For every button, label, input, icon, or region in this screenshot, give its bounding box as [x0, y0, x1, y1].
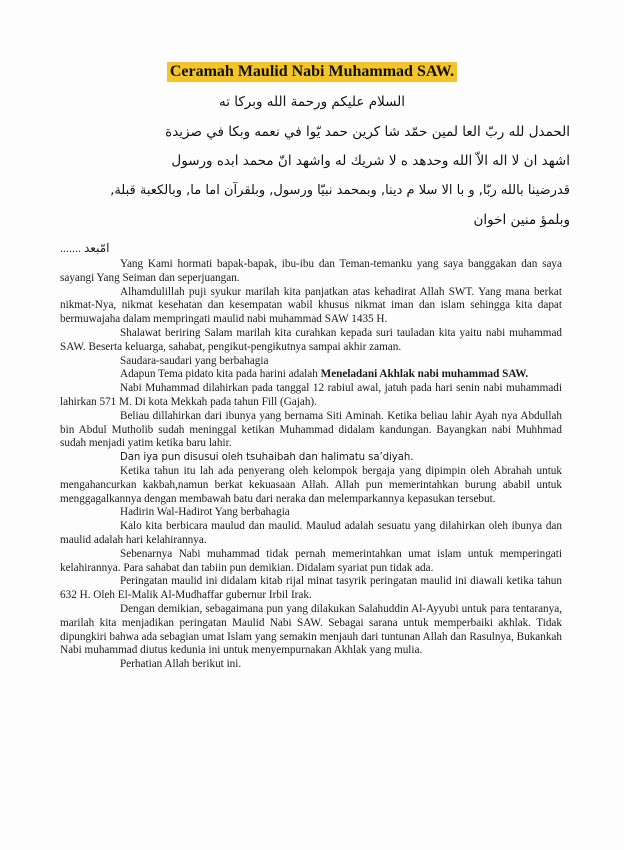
theme-title: Meneladani Akhlak nabi muhammad SAW.	[320, 368, 529, 381]
arabic-radhina: قدرضينا بالله ربّا, و با الا سلا م دينا, وبمحمد نبيّا ورسول, وبلقرآن اما ما, وبالكعبة قبلة,	[110, 183, 570, 198]
paragraph: Dan iya pun disusui oleh tsuhaibah dan halimatu sa’diyah.	[120, 452, 414, 464]
paragraph: Saudara-saudari yang berbahagia	[120, 354, 269, 367]
amma-badu	[60, 241, 109, 256]
arabic-salam: السلام عليكم ورحمة الله وبركا ته	[218, 94, 406, 110]
arabic-mukminin: وبلمؤ منين اخوان	[473, 212, 570, 228]
paragraph: Sebenarnya Nabi muhammad tidak pernah memerintahkan umat islam untuk memperingati kelahirannya. Para sahabat dan tabiin pun demikian. Didalam syariat pun tidak ada.	[60, 547, 562, 574]
paragraph: Nabi Muhammad dilahirkan pada tanggal 12 rabiul awal, jatuh pada hari senin nabi muhammadi lahirkan 571 M. Di kota Mekkah pada tahun Fill (Gajah).	[60, 382, 562, 408]
paragraph: Peringatan maulid ini didalam kitab rijal minat tasyrik peringatan maulid ini diawali ketika tahun 632 H. Oleh El-Malik Al-Mudhaffar gubernur Irbil Irak.	[60, 575, 562, 602]
speech-body	[60, 258, 562, 672]
paragraph: Yang Kami hormati bapak-bapak, ibu-ibu dan Teman-temanku yang saya banggakan dan saya sayangi Yang Seiman dan seperjuangan.	[60, 258, 562, 284]
theme-intro: Adapun Tema pidato kita pada harini adalah	[120, 368, 321, 381]
arabic-syahadat: اشهد ان لا اله الاّ الله وحدهد ه لا شريك له واشهد انّ محمد ابده ورسول	[171, 153, 570, 169]
paragraph: Shalawat beriring Salam marilah kita curahkan kepada suri tauladan kita yaitu nabi muhammad SAW. Beserta keluarga, sahabat, pengikut-pengikutnya sampai akhir zaman.	[60, 326, 562, 353]
paragraph: Dengan demikian, sebagaimana pun yang dilakukan Salahuddin Al-Ayyubi untuk para tentaranya, marilah kita menjadikan peringatan Maulid Nabi SAW. Sebagai sarana untuk memperbaiki akhlak. Tidak dipungkiri bahwa ada sebagian umat Islam yang semakin menjauh dari tuntunan Allah dan Rasulnya, Bukankah Nabi muhammad diutus kedunia ini untuk menyempurnakan Akhlak yang mulia.	[60, 602, 562, 657]
title-wrapper	[0, 62, 624, 82]
document-title: Ceramah Maulid Nabi Muhammad SAW.	[167, 62, 457, 82]
paragraph: Perhatian Allah berikut ini.	[120, 658, 242, 671]
paragraph: Ketika tahun itu lah ada penyerang oleh kelompok bergaja yang dipimpin oleh Abrahah untuk mengahancurkan kakbah,namun berkat kekuasaan Allah. Allah pun memerintahkan burung ababil untuk menggagalkannya dengan membawah batu dari neraka dan melemparkannya kepasukan tersebut.	[60, 464, 562, 505]
arabic-hamdalah: الحمدل لله ربّ العا لمين حمّد شا كرين حمد يّوا في نعمه وبكا في صزيدة	[165, 124, 570, 140]
paragraph: Alhamdulillah puji syukur marilah kita panjatkan atas kehadirat Allah SWT. Yang mana berkat nikmat-Nya, nikmat kesehatan dan kesempatan wabil khusus nikmat iman dan islam sehingga kita dapat bermuwajaha dalam mempringati maulid nabi muhammad SAW 1435 H.	[60, 285, 562, 326]
amma-arabic: امّبعد	[84, 241, 110, 255]
paragraph: Kalo kita berbicara maulud dan maulid. Maulud adalah sesuatu yang dilahirkan oleh ibunya dan maulid adalah hari kelahirannya.	[60, 520, 562, 546]
paragraph: Beliau dillahirkan dari ibunya yang bernama Siti Aminah. Ketika beliau lahir Ayah nya Abdullah bin Abdul Mutholib sudah meninggal ketikan Muhammad didalam kandungan. Bayangkan nabi Muhhmad sudah menjadi yatim ketika baru lahir.	[60, 409, 562, 450]
amma-dots: .......	[60, 241, 81, 255]
paragraph: Hadirin Wal-Hadirot Yang berbahagia	[120, 506, 290, 519]
paragraph-theme	[60, 368, 562, 382]
